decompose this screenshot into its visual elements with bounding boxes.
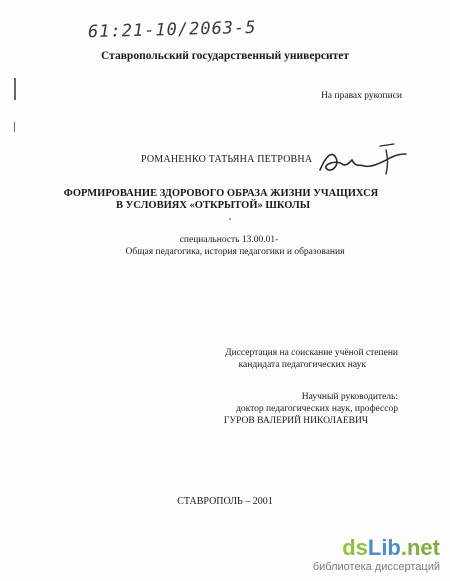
dissertation-title-line2: В УСЛОВИЯХ «ОТКРЫТОЙ» ШКОЛЫ (115, 200, 311, 211)
dslib-watermark (313, 536, 440, 573)
degree-field: кандидата педагогических наук (238, 360, 366, 370)
supervisor-degree: доктор педагогических наук, профессор (236, 404, 398, 414)
signature (316, 140, 412, 182)
specialty-code: специальность 13.00.01- (179, 235, 279, 245)
supervisor-label: Научный руководитель: (301, 392, 398, 402)
logo-part-ds: ds (342, 535, 368, 560)
city-year: СТАВРОПОЛЬ – 2001 (177, 496, 273, 507)
manuscript-rights: На правах рукописи (321, 91, 402, 101)
margin-mark (14, 78, 16, 100)
dissertation-title-line1: ФОРМИРОВАНИЕ ЗДОРОВОГО ОБРАЗА ЖИЗНИ УЧАЩИХСЯ (63, 188, 379, 199)
author-name: РОМАНЕНКО ТАТЬЯНА ПЕТРОВНА (141, 154, 313, 165)
university-name: Ставропольский государственный университет (101, 50, 349, 62)
watermark-subtitle: библиотека диссертаций (312, 561, 440, 573)
margin-mark (14, 122, 15, 132)
speck (229, 218, 231, 220)
specialty-name: Общая педагогика, история педагогики и образования (125, 247, 345, 257)
dslib-logo (313, 536, 440, 560)
handwritten-note: 61:21-10/2063-5 (87, 17, 257, 43)
logo-part-net: .net (400, 535, 440, 560)
degree-purpose: Диссертация на соискание учёной степени (225, 348, 398, 358)
supervisor-name: ГУРОВ ВАЛЕРИЙ НИКОЛАЕВИЧ (223, 416, 368, 426)
logo-part-lib: Lib (367, 535, 401, 560)
